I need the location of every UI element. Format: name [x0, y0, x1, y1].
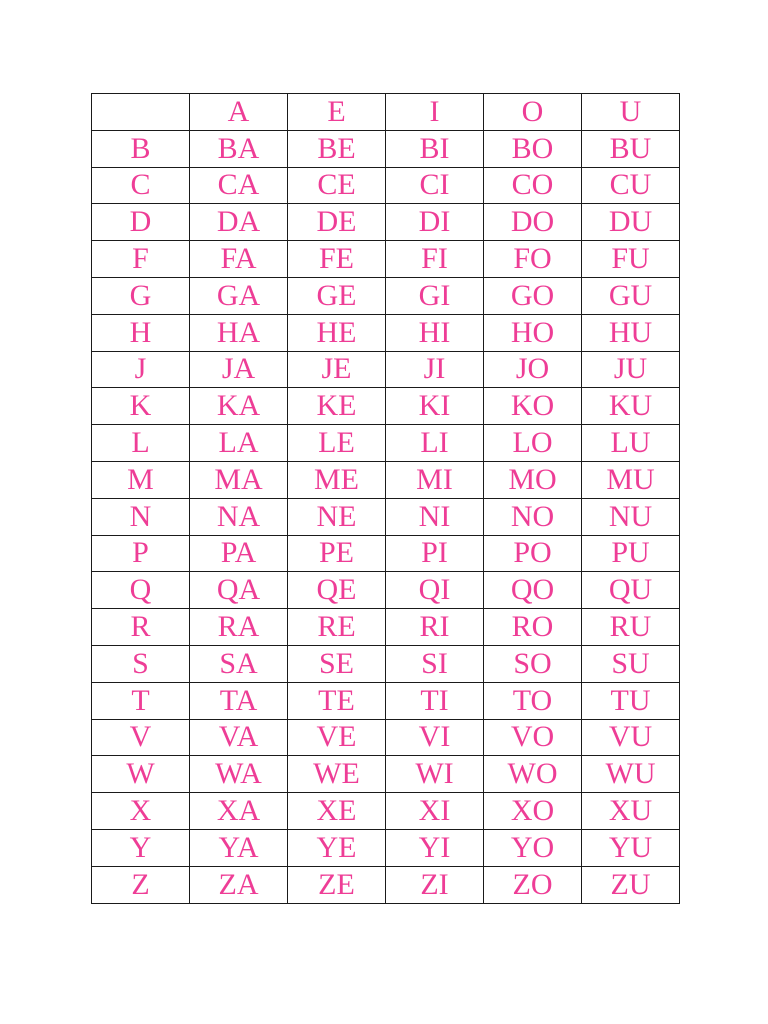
- syllable-cell: TI: [386, 682, 484, 719]
- syllable-cell: SA: [190, 645, 288, 682]
- consonant-cell: L: [92, 425, 190, 462]
- syllable-cell: WU: [582, 756, 680, 793]
- syllable-table-body: [92, 94, 680, 904]
- syllable-cell: FO: [484, 241, 582, 278]
- syllable-cell: PI: [386, 535, 484, 572]
- table-row: [92, 535, 680, 572]
- table-row: [92, 167, 680, 204]
- syllable-cell: WE: [288, 756, 386, 793]
- table-row: [92, 756, 680, 793]
- consonant-cell: B: [92, 130, 190, 167]
- consonant-cell: T: [92, 682, 190, 719]
- syllable-cell: FE: [288, 241, 386, 278]
- syllable-cell: LO: [484, 425, 582, 462]
- syllable-cell: CU: [582, 167, 680, 204]
- syllable-cell: RO: [484, 609, 582, 646]
- table-row: [92, 866, 680, 903]
- table-row: [92, 645, 680, 682]
- syllable-cell: PO: [484, 535, 582, 572]
- syllable-cell: TE: [288, 682, 386, 719]
- syllable-cell: NI: [386, 498, 484, 535]
- syllable-cell: GE: [288, 277, 386, 314]
- syllable-cell: QI: [386, 572, 484, 609]
- syllable-cell: ZA: [190, 866, 288, 903]
- consonant-cell: J: [92, 351, 190, 388]
- consonant-cell: Q: [92, 572, 190, 609]
- syllable-cell: SI: [386, 645, 484, 682]
- syllable-cell: RE: [288, 609, 386, 646]
- syllable-cell: TU: [582, 682, 680, 719]
- syllable-cell: ZO: [484, 866, 582, 903]
- syllable-cell: HU: [582, 314, 680, 351]
- syllable-cell: MA: [190, 461, 288, 498]
- syllable-cell: WI: [386, 756, 484, 793]
- table-row: [92, 241, 680, 278]
- consonant-cell: S: [92, 645, 190, 682]
- syllable-cell: PU: [582, 535, 680, 572]
- consonant-cell: C: [92, 167, 190, 204]
- consonant-cell: F: [92, 241, 190, 278]
- syllable-cell: QU: [582, 572, 680, 609]
- vowel-header-cell: I: [386, 94, 484, 131]
- syllable-cell: XA: [190, 793, 288, 830]
- consonant-cell: Z: [92, 866, 190, 903]
- consonant-cell: M: [92, 461, 190, 498]
- table-row: [92, 719, 680, 756]
- syllable-cell: VU: [582, 719, 680, 756]
- syllable-cell: KI: [386, 388, 484, 425]
- syllable-cell: XU: [582, 793, 680, 830]
- syllable-cell: BI: [386, 130, 484, 167]
- table-row: [92, 388, 680, 425]
- syllable-cell: MU: [582, 461, 680, 498]
- syllable-cell: SU: [582, 645, 680, 682]
- syllable-cell: RA: [190, 609, 288, 646]
- syllable-cell: NO: [484, 498, 582, 535]
- syllable-cell: LI: [386, 425, 484, 462]
- syllable-cell: RU: [582, 609, 680, 646]
- syllable-cell: NU: [582, 498, 680, 535]
- syllable-cell: TA: [190, 682, 288, 719]
- syllable-cell: FU: [582, 241, 680, 278]
- consonant-cell: P: [92, 535, 190, 572]
- syllable-cell: WO: [484, 756, 582, 793]
- syllable-cell: PA: [190, 535, 288, 572]
- consonant-cell: D: [92, 204, 190, 241]
- syllable-cell: HO: [484, 314, 582, 351]
- syllable-cell: DE: [288, 204, 386, 241]
- table-row: [92, 351, 680, 388]
- syllable-cell: LE: [288, 425, 386, 462]
- syllable-cell: PE: [288, 535, 386, 572]
- syllable-cell: VA: [190, 719, 288, 756]
- consonant-cell: H: [92, 314, 190, 351]
- corner-cell: [92, 94, 190, 131]
- syllable-cell: DA: [190, 204, 288, 241]
- syllable-cell: XI: [386, 793, 484, 830]
- table-row: [92, 572, 680, 609]
- syllable-cell: MO: [484, 461, 582, 498]
- syllable-cell: GU: [582, 277, 680, 314]
- syllable-cell: JA: [190, 351, 288, 388]
- syllable-cell: KE: [288, 388, 386, 425]
- syllable-cell: GA: [190, 277, 288, 314]
- syllable-cell: JE: [288, 351, 386, 388]
- syllable-cell: QE: [288, 572, 386, 609]
- consonant-cell: R: [92, 609, 190, 646]
- syllable-cell: JI: [386, 351, 484, 388]
- syllable-cell: BO: [484, 130, 582, 167]
- syllable-cell: LU: [582, 425, 680, 462]
- syllable-cell: CE: [288, 167, 386, 204]
- syllable-cell: XE: [288, 793, 386, 830]
- table-row: [92, 277, 680, 314]
- vowel-header-cell: O: [484, 94, 582, 131]
- table-row: [92, 204, 680, 241]
- syllable-cell: ZI: [386, 866, 484, 903]
- syllable-cell: KA: [190, 388, 288, 425]
- consonant-cell: K: [92, 388, 190, 425]
- table-row: [92, 793, 680, 830]
- syllable-cell: CA: [190, 167, 288, 204]
- consonant-cell: N: [92, 498, 190, 535]
- table-row: [92, 130, 680, 167]
- syllable-cell: JU: [582, 351, 680, 388]
- syllable-cell: YA: [190, 829, 288, 866]
- syllable-cell: HE: [288, 314, 386, 351]
- syllable-cell: LA: [190, 425, 288, 462]
- syllable-cell: HA: [190, 314, 288, 351]
- syllable-cell: DU: [582, 204, 680, 241]
- syllable-cell: YE: [288, 829, 386, 866]
- table-row: [92, 829, 680, 866]
- syllable-cell: BU: [582, 130, 680, 167]
- syllable-cell: BE: [288, 130, 386, 167]
- vowel-header-cell: U: [582, 94, 680, 131]
- syllable-cell: NA: [190, 498, 288, 535]
- syllable-cell: VI: [386, 719, 484, 756]
- syllable-cell: FI: [386, 241, 484, 278]
- consonant-cell: X: [92, 793, 190, 830]
- syllable-cell: ME: [288, 461, 386, 498]
- header-row: [92, 94, 680, 131]
- syllable-cell: DO: [484, 204, 582, 241]
- consonant-cell: G: [92, 277, 190, 314]
- syllable-cell: RI: [386, 609, 484, 646]
- syllable-table: [91, 93, 680, 904]
- table-row: [92, 314, 680, 351]
- syllable-cell: KO: [484, 388, 582, 425]
- syllable-cell: TO: [484, 682, 582, 719]
- syllable-cell: GI: [386, 277, 484, 314]
- syllable-cell: HI: [386, 314, 484, 351]
- syllable-cell: MI: [386, 461, 484, 498]
- syllable-cell: QA: [190, 572, 288, 609]
- table-row: [92, 609, 680, 646]
- syllable-cell: YI: [386, 829, 484, 866]
- syllable-cell: SE: [288, 645, 386, 682]
- syllable-cell: XO: [484, 793, 582, 830]
- syllable-cell: YO: [484, 829, 582, 866]
- vowel-header-cell: E: [288, 94, 386, 131]
- vowel-header-cell: A: [190, 94, 288, 131]
- table-row: [92, 461, 680, 498]
- syllable-cell: NE: [288, 498, 386, 535]
- syllable-cell: BA: [190, 130, 288, 167]
- table-row: [92, 425, 680, 462]
- syllable-cell: VE: [288, 719, 386, 756]
- syllable-cell: ZE: [288, 866, 386, 903]
- syllable-cell: GO: [484, 277, 582, 314]
- consonant-cell: W: [92, 756, 190, 793]
- syllable-cell: WA: [190, 756, 288, 793]
- syllable-cell: QO: [484, 572, 582, 609]
- syllable-cell: SO: [484, 645, 582, 682]
- consonant-cell: Y: [92, 829, 190, 866]
- syllable-cell: CI: [386, 167, 484, 204]
- syllable-cell: KU: [582, 388, 680, 425]
- table-row: [92, 682, 680, 719]
- syllable-cell: ZU: [582, 866, 680, 903]
- table-row: [92, 498, 680, 535]
- syllable-cell: DI: [386, 204, 484, 241]
- syllable-cell: VO: [484, 719, 582, 756]
- consonant-cell: V: [92, 719, 190, 756]
- syllable-cell: JO: [484, 351, 582, 388]
- syllable-cell: YU: [582, 829, 680, 866]
- syllable-cell: CO: [484, 167, 582, 204]
- syllable-cell: FA: [190, 241, 288, 278]
